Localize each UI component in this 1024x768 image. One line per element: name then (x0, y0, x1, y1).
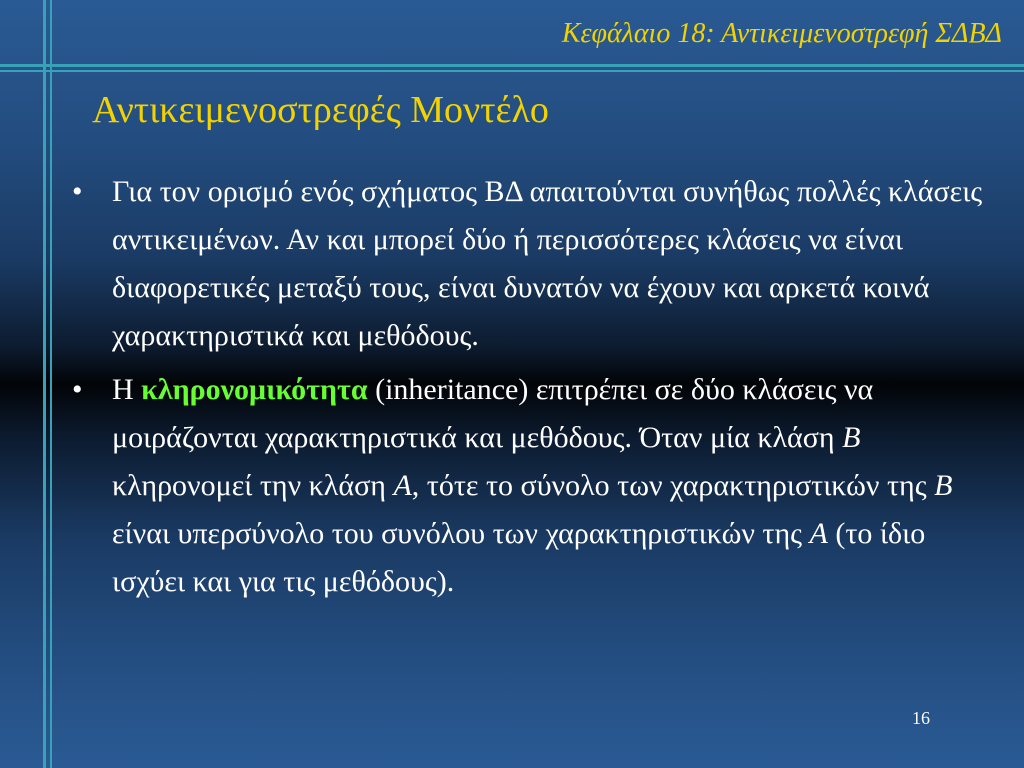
highlighted-term: κληρονομικότητα (141, 373, 368, 406)
bullet-marker: • (72, 373, 83, 406)
decorative-horizontal-line (0, 64, 1024, 67)
bullet-text-segment: είναι υπερσύνολο του συνόλου των χαρακτηριστικών της (112, 517, 810, 550)
bullet-text-segment: Η (112, 373, 142, 406)
class-name-b: Β (934, 469, 953, 502)
bullet-text: Για τον ορισμό ενός σχήματος ΒΔ απαιτούνται συνήθως πολλές κλάσεις αντικειμένων. Αν και μπορεί δύο ή περισσότερες κλάσεις να είναι διαφορετικές μεταξύ τους, είναι δυνατόν να έχουν και αρκετά κοινά χαρακτηριστικά και μεθόδους. (112, 175, 983, 352)
bullet-text-segment: , τότε το σύνολο των χαρακτηριστικών της (411, 469, 935, 502)
page-number: 16 (912, 708, 930, 728)
bullet-item (72, 366, 1002, 606)
decorative-vertical-line (50, 0, 52, 768)
bullet-marker: • (72, 175, 83, 208)
bullet-text-segment: (το ίδιο ισχύει και για τις μεθόδους). (112, 517, 926, 598)
slide-title: Αντικειμενοστρεφές Μοντέλο (92, 89, 549, 131)
class-name-b: Β (842, 421, 861, 454)
bullet-text-segment: (inheritance) επιτρέπει σε δύο κλάσεις να μοιράζονται χαρακτηριστικά και μεθόδους. Όταν μία κλάση (112, 373, 874, 454)
class-name-a: Α (393, 469, 412, 502)
chapter-header: Κεφάλαιο 18: Αντικειμενοστρεφή ΣΔΒΔ (561, 18, 1002, 49)
bullet-text-segment: κληρονομεί την κλάση (112, 469, 394, 502)
bullet-list (72, 168, 1002, 612)
decorative-vertical-line (43, 0, 46, 768)
bullet-item (72, 168, 1002, 360)
class-name-a: Α (809, 517, 828, 550)
decorative-horizontal-line (0, 70, 1024, 72)
